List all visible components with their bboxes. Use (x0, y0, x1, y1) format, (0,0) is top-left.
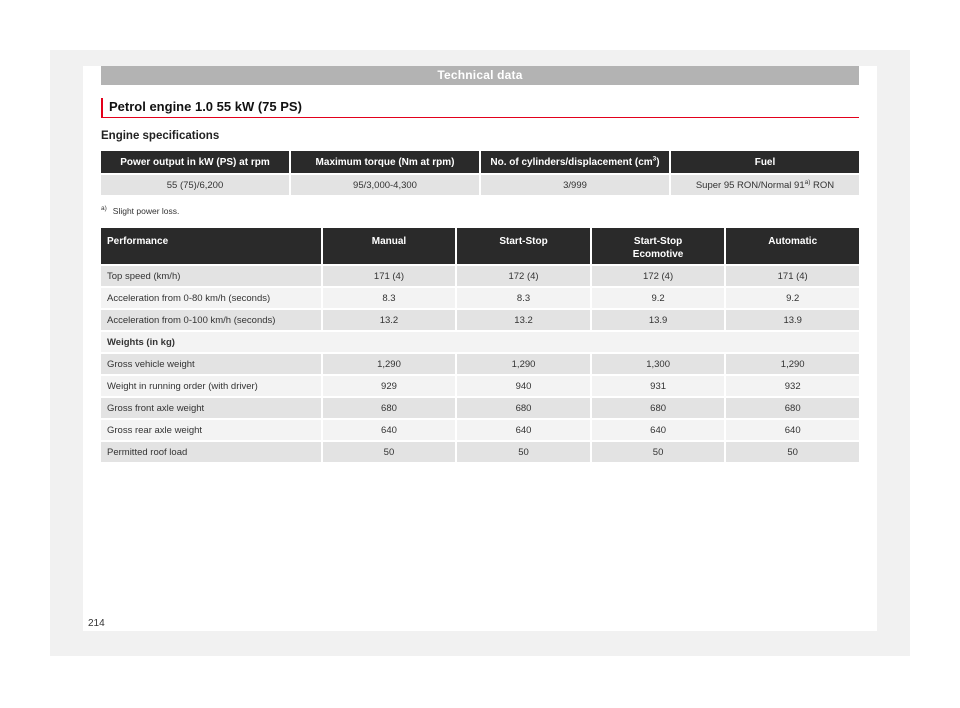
row-label: Acceleration from 0-80 km/h (seconds) (101, 288, 321, 308)
cell-value: 13.9 (592, 310, 725, 330)
column-header-start-stop-ecomotive (592, 228, 725, 264)
engine-specifications-table (99, 149, 861, 197)
cell-value: 1,300 (592, 354, 725, 374)
row-label: Gross vehicle weight (101, 354, 321, 374)
page-number: 214 (88, 618, 105, 629)
cell-fuel (671, 175, 859, 195)
cell-value: 172 (4) (457, 266, 590, 286)
footnote-reference: a) (804, 178, 811, 186)
column-header-manual: Manual (323, 228, 456, 264)
page-title: Petrol engine 1.0 55 kW (75 PS) (101, 98, 859, 118)
cell-value: 50 (457, 442, 590, 462)
cell-value: 680 (592, 398, 725, 418)
cell-value: 640 (726, 420, 859, 440)
cell-value: 171 (4) (323, 266, 456, 286)
cell-torque: 95/3,000-4,300 (291, 175, 479, 195)
row-label: Top speed (km/h) (101, 266, 321, 286)
cell-value: 50 (323, 442, 456, 462)
superscript: 3 (652, 155, 657, 163)
cell-value: 8.3 (457, 288, 590, 308)
table-row (101, 376, 859, 396)
cell-value: 1,290 (323, 354, 456, 374)
column-header-start-stop: Start-Stop (457, 228, 590, 264)
cell-value: 50 (726, 442, 859, 462)
table-row (101, 266, 859, 286)
cell-value: 640 (457, 420, 590, 440)
table-row (101, 442, 859, 462)
cell-value: 13.9 (726, 310, 859, 330)
column-header-cylinders-text: No. of cylinders/displacement (cm (490, 156, 653, 168)
cell-value: 680 (726, 398, 859, 418)
cell-value: 9.2 (592, 288, 725, 308)
cell-value: 932 (726, 376, 859, 396)
cell-value: 9.2 (726, 288, 859, 308)
column-header-automatic: Automatic (726, 228, 859, 264)
column-header-torque: Maximum torque (Nm at rpm) (291, 151, 479, 173)
cell-value: 1,290 (726, 354, 859, 374)
row-label: Acceleration from 0-100 km/h (seconds) (101, 310, 321, 330)
group-label: Weights (in kg) (101, 332, 859, 352)
cell-power: 55 (75)/6,200 (101, 175, 289, 195)
cell-fuel-suffix: RON (810, 179, 835, 191)
cell-value: 172 (4) (592, 266, 725, 286)
table-row (101, 398, 859, 418)
cell-fuel-text: Super 95 RON/Normal 91 (695, 179, 805, 191)
row-label: Weight in running order (with driver) (101, 376, 321, 396)
cell-value: 640 (592, 420, 725, 440)
table-row (101, 288, 859, 308)
cell-value: 8.3 (323, 288, 456, 308)
footnote-text: Slight power loss. (112, 206, 180, 216)
group-row (101, 332, 859, 352)
table-header-row (101, 151, 859, 173)
header-line-1: Start-Stop (633, 236, 683, 247)
header-line-2: Ecomotive (632, 249, 684, 260)
cell-value: 640 (323, 420, 456, 440)
row-label: Permitted roof load (101, 442, 321, 462)
table-row (101, 175, 859, 195)
table-row (101, 354, 859, 374)
cell-value: 680 (323, 398, 456, 418)
column-header-cylinders (481, 151, 669, 173)
cell-value: 13.2 (457, 310, 590, 330)
table-row (101, 420, 859, 440)
cell-value: 680 (457, 398, 590, 418)
cell-value: 13.2 (323, 310, 456, 330)
cell-value: 929 (323, 376, 456, 396)
cell-value: 940 (457, 376, 590, 396)
cell-value: 50 (592, 442, 725, 462)
cell-cylinders: 3/999 (481, 175, 669, 195)
column-header-performance: Performance (101, 228, 321, 264)
section-banner: Technical data (101, 66, 859, 85)
performance-table (99, 226, 861, 464)
cell-value: 931 (592, 376, 725, 396)
cell-value: 171 (4) (726, 266, 859, 286)
row-label: Gross front axle weight (101, 398, 321, 418)
cell-value: 1,290 (457, 354, 590, 374)
footnote-marker: a) (101, 205, 107, 213)
footnote (101, 206, 179, 216)
column-header-power: Power output in kW (PS) at rpm (101, 151, 289, 173)
column-header-fuel: Fuel (671, 151, 859, 173)
table-row (101, 310, 859, 330)
table-header-row (101, 228, 859, 264)
column-header-cylinders-close: ) (656, 156, 660, 168)
row-label: Gross rear axle weight (101, 420, 321, 440)
engine-specifications-label: Engine specifications (101, 130, 220, 142)
